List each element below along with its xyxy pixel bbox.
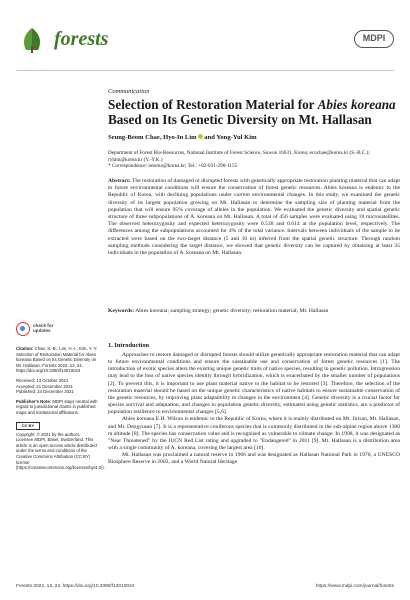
keywords [108,308,400,315]
forests-logo-icon [18,26,46,54]
correspondence: * Correspondence: iotomo@korea.kr; Tel.: +82-031-290-1155 [108,163,238,170]
footer-url[interactable]: https://www.mdpi.com/journal/forests [315,584,394,589]
mdpi-logo: MDPI [354,30,394,48]
title-species: Abies koreana [317,97,396,112]
authors-first: Seung-Beom Chae, Hyo-In Lim [108,134,197,141]
journal-header [0,0,410,84]
citation-block [16,346,98,374]
updates-check-text: check for [33,323,54,328]
footer-citation[interactable]: Forests 2022, 13, 24. https://doi.org/10.3390/f13010024 [16,584,135,589]
citation-label: Citation: [16,346,34,351]
publisher-note-label: Publisher's Note: [16,398,52,404]
publisher-note-text: MDPI stays neutral with regard to jurisdictional claims in published maps and institutional affiliations. [16,398,98,415]
author-list [108,134,398,141]
published-date: Published: 24 December 2021 [16,389,74,395]
article-sidebar [16,322,105,475]
check-updates-icon[interactable] [16,322,30,336]
abstract [108,178,400,257]
dates-block [16,378,98,395]
paragraph-2: Abies koreana E.H. Wilson is endemic to the Republic of Korea, where it is mainly distributed on Mt. Jirisan, Mt. Hallasan, and Mt. Deogyusan [7]. It is a representative coniferous species that is commonly distributed in the sub-alpine region above 1300 m altitude [8]. The species has conservation value and is recognized as vulnerable to climate change. In 1998, it was designated as "Near Threatened" by the IUCN Red List rating and upgraded to "Endangered" in 2011 [9]. Mt. Hallasan is a distribution area with a single community of A. koreana, covering the largest area [10]. [108,416,400,452]
body-text [108,352,400,467]
authors-last: and Yong-Yul Kim [202,134,257,141]
header-divider [16,70,394,71]
journal-name: forests [54,28,109,50]
affiliation: Department of Forest Bio-Resources, National Institute of Forest Science, Suwon 16631, Korea; ecochae@korea.kr (S.-B.C.); ryhim@korea.kr (Y.-Y.K.) [108,150,370,163]
publisher-note [16,399,98,416]
citation-text: Chae, S.-B.; Lim, H.-I.; Kim, Y.-Y. Selection of Restoration Material for Abies koreana Based on Its Genetic Diversity on Mt. Hallasan. Forests 2022, 13, 24. https://doi.org/10.3390/f13010024 [16,346,98,374]
paragraph-1: Approaches to restore damaged or disrupted forests should utilize genetically appropriate restoration material that can adapt to future environmental conditions and ensure the sustainable use and conservation of forest genetic resources [1]. The introduction of exotic species alters the existing unique genetic traits of native species, resulting in genetic pollution. Introgression may lead to the loss of native species identity through hybridization, which is exacerbated by the smaller number of populations [2]. To prevent this, it is important to use plant material native to the habitat to be restored [3]. Therefore, the selection of the restoration material should be based on the unique genetic characteristics of native habitats to ensure sustainable conservation of the genetic resources, by improving plant adaptability to changes in the environment [4]. Genetic diversity is a crucial factor for species survival and adaptation, and changes in population genetic diversity, estimated using genetic statistics, are a predictor of population resilience to environmental changes [5,6]. [108,352,400,416]
title-part-1: Selection of Restoration Material for [108,97,318,112]
article-type: Communication [108,88,150,95]
article-title [108,97,398,127]
copyright-text: Copyright: © 2021 by the authors. Licensee MDPI, Basel, Switzerland. This article is an open access article distributed under the terms and conditions of the Creative Commons Attribution (CC BY) license (https://creativecommons.org/licenses/by/4.0/). [16,431,105,471]
abstract-text: The restoration of damaged or disrupted forests with genetically appropriate restoration planting material that can adapt to future environmental conditions will ensure the conservation of forest genetic resources. Abies koreana is endemic to the Republic of Korea, with declining populations under current environmental changes. In this study, we examined the genetic diversity of its largest population growing on Mt. Hallasan to determine the sampling size of planting material from the population that will ensure 95% coverage of alleles in the population. We evaluated the genetic diversity and spatial genetic structure of three subpopulations of A. koreana on Mt. Hallasan. A total of 456 samples were evaluated using 10 microsatellites. The observed heterozygosity and expected heterozygosity were 0.538 and 0.614 at the population level, respectively. The differences among the subpopulations accounted for 4% of the total variance. Intervals between individuals of the sample to be extracted were based on the two-target distance (5 and 10 m) inferred from the spatial genetic structure. Through random sampling methods considering the target distance, we showed that genetic diversity can be captured by obtaining at least 35 individuals in the population of A. koreana on Mt. Hallasan. [108,178,400,257]
updates-label: updates [33,328,51,334]
abstract-label: Abstract: [108,178,131,184]
paragraph-3: Mt. Hallasan was proclaimed a natural reserve in 1966 and was designated as Hallasan National Park in 1970, a UNESCO Biosphere Reserve in 2002, and a World Natural Heritage [108,452,400,466]
title-part-2: Based on Its Genetic Diversity on Mt. Hallasan [108,112,372,127]
received-date: Received: 13 October 2021 [16,377,69,383]
section-heading: 1. Introduction [108,342,150,349]
accepted-date: Accepted: 21 December 2021 [16,383,73,389]
keywords-text: Abies koreana; sampling strategy; genetic diversity; restoration material; Mt. Hallasan [135,308,329,314]
check-for-updates[interactable] [16,322,98,340]
keywords-label: Keywords: [108,308,135,314]
cc-by-badge[interactable]: CC BY [16,422,40,430]
affiliation-block [108,150,398,170]
